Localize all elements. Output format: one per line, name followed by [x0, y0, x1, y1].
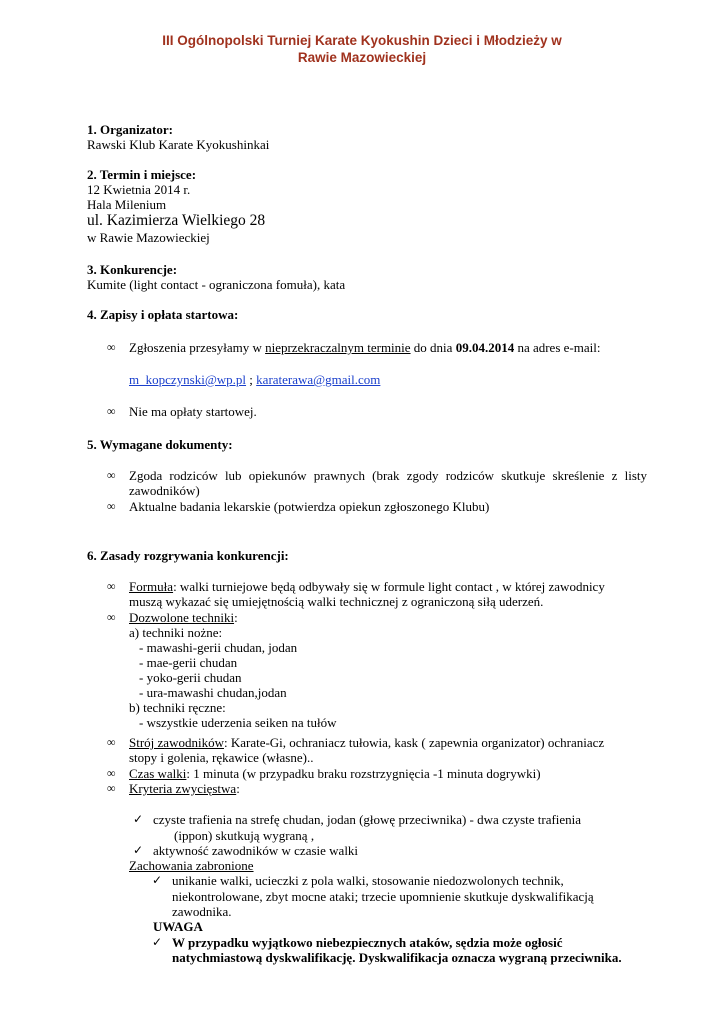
forbidden-1-cont: niekontrolowane, zbyt mocne ataki; trzecie upomnienie skutkuje dyskwalifikacją [172, 889, 594, 904]
registration-text: Zgłoszenia przesyłamy w [129, 340, 266, 355]
outfit-label: Strój zawodników [129, 735, 224, 750]
section-date-place [87, 167, 647, 245]
list-item [152, 935, 563, 950]
section-heading: 2. Termin i miejsce: [87, 167, 197, 182]
warning-label: UWAGA [153, 919, 203, 934]
criteria-label: Kryteria zwycięstwa [129, 781, 237, 796]
infinity-bullet-icon: ∞ [107, 579, 116, 593]
registration-text-end: na adres e-mail: [514, 340, 601, 355]
competitions-text: Kumite (light contact - ograniczona fomuła), kata [87, 277, 346, 292]
deadline-date: 09.04.2014 [455, 340, 515, 355]
list-item: - yoko-gerii chudan [139, 670, 242, 685]
time-text: : 1 minuta (w przypadku braku rozstrzygnięcia -1 minuta dogrywki) [186, 766, 541, 781]
time-label: Czas walki [129, 766, 187, 781]
formula-label: Formuła [129, 579, 174, 594]
section-competitions [87, 262, 647, 292]
infinity-bullet-icon: ∞ [107, 340, 116, 354]
hand-techniques-heading: b) techniki ręczne: [129, 700, 226, 715]
forbidden-1: unikanie walki, ucieczki z pola walki, stosowanie niedozwolonych technik, [172, 873, 564, 888]
document-requirement-2: Aktualne badania lekarskie (potwierdza opiekun zgłoszonego Klubu) [129, 499, 490, 514]
infinity-bullet-icon: ∞ [107, 610, 116, 624]
title-line-1: III Ogólnopolski Turniej Karate Kyokushin Dzieci i Młodzieży w [162, 33, 562, 48]
event-date: 12 Kwietnia 2014 r. [87, 182, 191, 197]
forbidden-label: Zachowania zabronione [129, 858, 254, 873]
email-line [129, 372, 380, 387]
section-heading: 4. Zapisy i opłata startowa: [87, 307, 239, 322]
infinity-bullet-icon: ∞ [107, 499, 116, 513]
event-hall: Hala Milenium [87, 197, 167, 212]
criteria-1-cont: (ippon) skutkują wygraną , [174, 828, 315, 843]
section-heading: 6. Zasady rozgrywania konkurencji: [87, 548, 289, 563]
criteria-1: czyste trafienia na strefę chudan, jodan (głowę przeciwnika) - dwa czyste trafienia [153, 812, 582, 827]
list-item [133, 843, 359, 858]
document-title [0, 32, 724, 66]
event-street: ul. Kazimierza Wielkiego 28 [87, 212, 266, 229]
infinity-bullet-icon: ∞ [107, 735, 116, 749]
event-city: w Rawie Mazowieckiej [87, 230, 210, 245]
document-requirement-1: Zgoda rodziców lub opiekunów prawnych (brak zgody rodziców skutkuje skreślenie z listy zawodników) [129, 468, 647, 498]
registration-text-mid: do dnia [410, 340, 456, 355]
email-link-1[interactable]: m_kopczynski@wp.pl [129, 372, 247, 387]
list-item [152, 873, 564, 888]
forbidden-1-cont-2: zawodnika. [172, 904, 232, 919]
warning-1: W przypadku wyjątkowo niebezpiecznych ataków, sędzia może ogłosić [172, 935, 563, 950]
formula-text-2: muszą wykazać się umiejętnością walki technicznej z ograniczoną siłą uderzeń. [129, 594, 544, 609]
checkmark-icon: ✓ [152, 935, 163, 949]
warning-1-cont: natychmiastową dyskwalifikację. Dyskwalifikacja oznacza wygraną przeciwnika. [172, 950, 622, 965]
list-item [133, 812, 582, 827]
section-heading: 1. Organizator: [87, 122, 173, 137]
organizer-name: Rawski Klub Karate Kyokushinkai [87, 137, 270, 152]
infinity-bullet-icon: ∞ [107, 781, 116, 795]
leg-techniques-list [129, 640, 647, 700]
infinity-bullet-icon: ∞ [107, 468, 116, 482]
infinity-bullet-icon: ∞ [107, 404, 116, 418]
email-separator: ; [246, 372, 257, 387]
section-heading: 3. Konkurencje: [87, 262, 178, 277]
formula-text: : walki turniejowe będą odbywały się w formule light contact , w której zawodnicy [173, 579, 605, 594]
checkmark-icon: ✓ [152, 873, 163, 887]
leg-techniques-heading: a) techniki nożne: [129, 625, 223, 640]
list-item: - wszystkie uderzenia seiken na tułów [139, 715, 337, 730]
checkmark-icon: ✓ [133, 843, 144, 857]
infinity-bullet-icon: ∞ [107, 766, 116, 780]
list-item: - mawashi-gerii chudan, jodan [139, 640, 298, 655]
section-organizer [87, 122, 647, 152]
criteria-2: aktywność zawodników w czasie walki [153, 843, 359, 858]
email-link-2[interactable]: karaterawa@gmail.com [256, 372, 381, 387]
title-line-2: Rawie Mazowieckiej [297, 50, 427, 65]
checkmark-icon: ✓ [133, 812, 144, 826]
fee-text: Nie ma opłaty startowej. [129, 404, 257, 419]
list-item: - ura-mawashi chudan,jodan [139, 685, 287, 700]
list-item: - mae-gerii chudan [139, 655, 238, 670]
techniques-label: Dozwolone techniki [129, 610, 235, 625]
section-heading: 5. Wymagane dokumenty: [87, 437, 233, 452]
outfit-text-2: stopy i golenia, rękawice (własne).. [129, 750, 314, 765]
deadline-text: nieprzekraczalnym terminie [265, 340, 411, 355]
outfit-text: : Karate-Gi, ochraniacz tułowia, kask ( zapewnia organizator) ochraniacz [223, 735, 605, 750]
